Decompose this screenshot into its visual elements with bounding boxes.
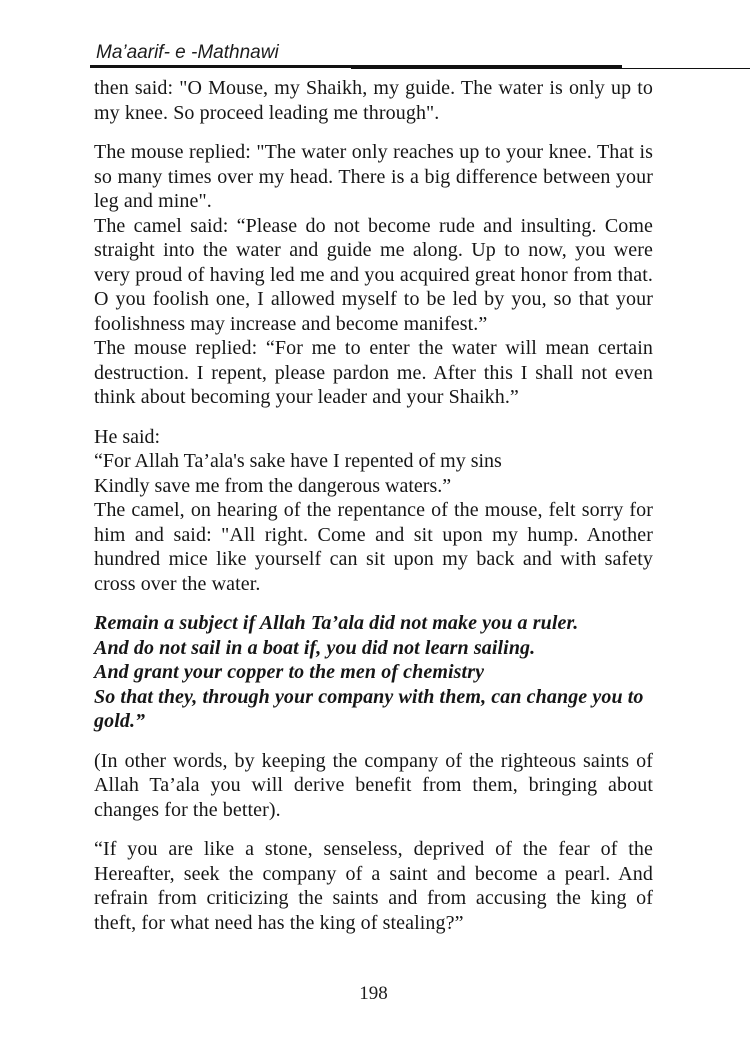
page-footer bbox=[94, 983, 653, 1005]
paragraph-camel-repentance: The camel, on hearing of the repentance of the mouse, felt sorry for him and said: "All right. Come and sit upon my hump. Another hundred mice like yourself can sit upon my back and with safety cross over the water. bbox=[94, 499, 653, 595]
verse-line-3: And grant your copper to the men of chemistry bbox=[94, 661, 485, 683]
verse-line-2: And do not sail in a boat if, you did not learn sailing. bbox=[94, 636, 536, 659]
page-body bbox=[94, 76, 653, 935]
speech-intro: He said: bbox=[94, 425, 161, 448]
verse-block bbox=[94, 611, 653, 734]
paragraph-stone-quote: “If you are like a stone, senseless, deprived of the fear of the Hereafter, seek the company of a saint and become a pearl. And refrain from criticizing the saints and from accusing the king of theft, for what need has the king of stealing?” bbox=[94, 838, 653, 934]
page-number: 198 bbox=[359, 983, 388, 1004]
paragraph-camel-intro: then said: "O Mouse, my Shaikh, my guide. The water is only up to my knee. So proceed leading me through". bbox=[94, 77, 653, 124]
couplet-line-1: “For Allah Ta’ala's sake have I repented of my sins bbox=[94, 450, 502, 472]
paragraph-mouse-reply-1: The mouse replied: "The water only reaches up to your knee. That is so many times over my head. There is a big difference between your leg and mine". bbox=[94, 141, 653, 212]
running-header-title: Ma’aarif- e -Mathnawi bbox=[96, 42, 279, 63]
paragraph-explanation: (In other words, by keeping the company of the righteous saints of Allah Ta’ala you will derive benefit from them, bringing about changes for the better). bbox=[94, 749, 653, 821]
paragraph-camel-said: The camel said: “Please do not become rude and insulting. Come straight into the water and guide me along. Up to now, you were very proud of having led me and you acquired great honor from that. O you foolish one, I allowed myself to be led by you, so that your foolishness may increase and become manifest.” bbox=[94, 214, 653, 335]
verse-line-4: So that they, through your company with them, can change you to gold.” bbox=[94, 685, 644, 732]
couplet-line-2: Kindly save me from the dangerous waters.” bbox=[94, 474, 452, 497]
verse-line-1: Remain a subject if Allah Ta’ala did not make you a ruler. bbox=[94, 612, 579, 634]
header-rule bbox=[90, 65, 622, 68]
paragraph-mouse-reply-2: The mouse replied: “For me to enter the water will mean certain destruction. I repent, please pardon me. After this I shall not even think about becoming your leader and your Shaikh.” bbox=[94, 337, 653, 408]
page-header bbox=[94, 42, 653, 68]
